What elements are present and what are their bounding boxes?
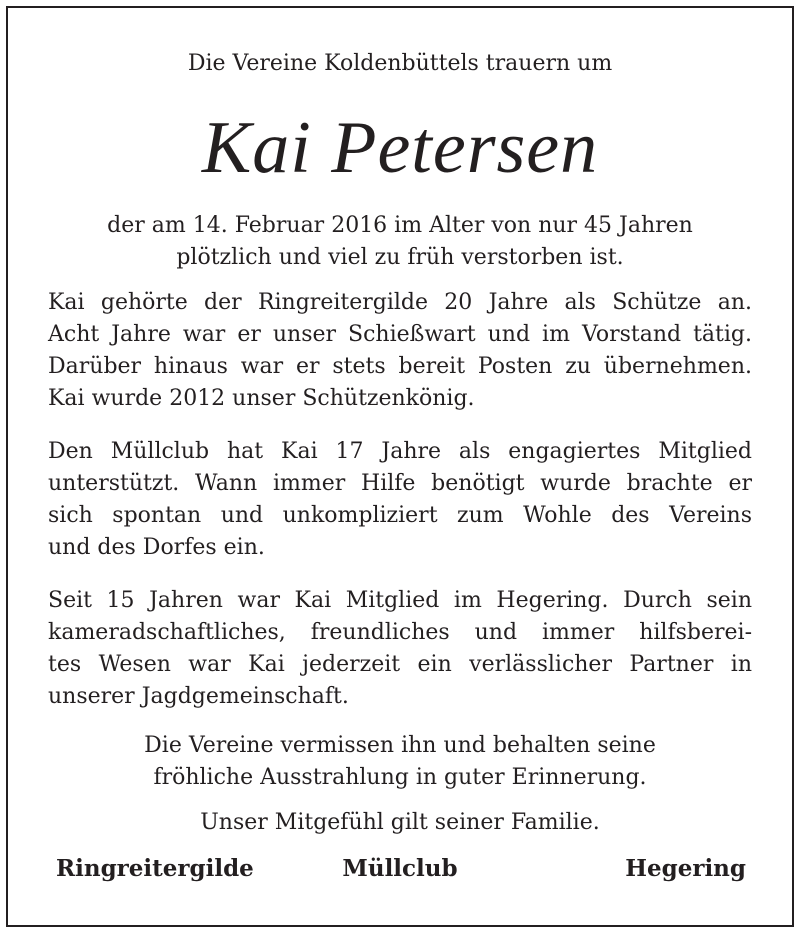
deceased-name: Kai Petersen (201, 107, 599, 189)
paragraph-line: sich spontan und unkompliziert zum Wohle des Vereins (48, 503, 752, 528)
condolence-line (40, 807, 760, 839)
closing-line: fröhliche Ausstrahlung in guter Erinnerung. (153, 765, 647, 790)
paragraph-line: Acht Jahre war er unser Schießwart und im Vorstand tätig. (48, 322, 752, 347)
intro-line: Die Vereine Koldenbüttels trauern um (187, 51, 613, 76)
paragraph-line: Den Müllclub hat Kai 17 Jahre als engagiertes Mitglied (48, 439, 752, 464)
signature-ringreitergilde: Ringreitergilde (56, 855, 254, 882)
paragraph-muellclub (48, 436, 752, 564)
paragraph-line: kameradschaftliches, freundliches und immer hilfsberei- (48, 620, 752, 645)
signature-muellclub: Müllclub (342, 855, 458, 882)
death-info (40, 210, 760, 274)
paragraph-line: und des Dorfes ein. (48, 535, 265, 560)
closing-text (40, 730, 760, 794)
closing-line: Die Vereine vermissen ihn und behalten seine (144, 733, 656, 758)
paragraph-line: Darüber hinaus war er stets bereit Posten zu übernehmen. (48, 354, 752, 379)
death-info-line: plötzlich und viel zu früh verstorben ist. (176, 245, 624, 270)
condolence-text: Unser Mitgefühl gilt seiner Familie. (200, 810, 600, 835)
paragraph-line: Seit 15 Jahren war Kai Mitglied im Hegering. Durch sein (48, 588, 752, 613)
paragraph-line: tes Wesen war Kai jederzeit ein verlässlicher Partner in (48, 652, 752, 677)
paragraph-line: unserer Jagdgemeinschaft. (48, 684, 349, 709)
paragraph-line: unterstützt. Wann immer Hilfe benötigt wurde brachte er (48, 471, 752, 496)
paragraph-ringreitergilde (48, 287, 752, 415)
paragraph-line: Kai wurde 2012 unser Schützenkönig. (48, 386, 475, 411)
signature-row (0, 852, 800, 886)
signature-hegering: Hegering (625, 855, 746, 882)
death-info-line: der am 14. Februar 2016 im Alter von nur 45 Jahren (107, 213, 693, 238)
paragraph-hegering (48, 585, 752, 713)
paragraph-line: Kai gehörte der Ringreitergilde 20 Jahre als Schütze an. (48, 290, 752, 315)
